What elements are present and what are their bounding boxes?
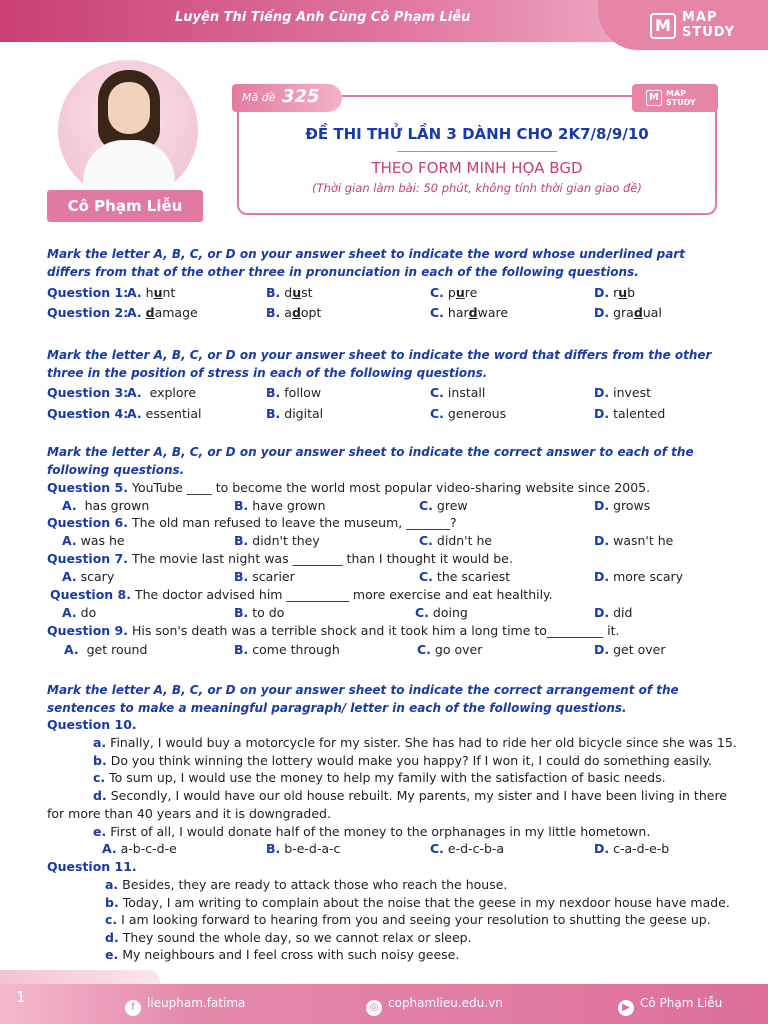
- option-d[interactable]: D. c-a-d-e-b: [594, 841, 670, 856]
- option-b[interactable]: B. come through: [234, 642, 340, 657]
- question-text: His son's death was a terrible shock and it took him a long time to_________ it.: [131, 623, 620, 638]
- option-b[interactable]: B. adopt: [266, 305, 322, 320]
- question-label: Question 2:: [47, 305, 129, 320]
- option-b[interactable]: B. follow: [266, 385, 322, 400]
- question-2: [47, 304, 727, 322]
- option-a[interactable]: A. hunt: [127, 285, 176, 300]
- q10-sentence-c: c. To sum up, I would use the money to help my family with the satisfaction of basic needs.: [93, 770, 666, 785]
- logo-text-study: STUDY: [682, 25, 736, 40]
- teacher-photo: [58, 60, 198, 200]
- q10-sentence-b: b. Do you think winning the lottery would make you happy? If I won it, I could do something easily.: [93, 753, 713, 768]
- option-b[interactable]: B. have grown: [234, 498, 326, 513]
- question-8-options: [47, 604, 727, 622]
- mini-logo-m-icon: M: [646, 90, 662, 106]
- option-b[interactable]: B. b-e-d-a-c: [266, 841, 341, 856]
- header-title: Luyện Thi Tiếng Anh Cùng Cô Phạm Liễu: [175, 10, 471, 25]
- option-d[interactable]: D. did: [594, 605, 633, 620]
- question-7: Question 7. The movie last night was ________ than I thought it would be.: [47, 551, 513, 566]
- exam-code-label: Mã đề: [242, 91, 276, 104]
- option-b[interactable]: B. to do: [234, 605, 285, 620]
- q11-sentence-a: a. Besides, they are ready to attack those who reach the house.: [105, 877, 508, 892]
- mini-logo-text-map: MAP: [666, 89, 687, 98]
- option-c[interactable]: C. e-d-c-b-a: [430, 841, 505, 856]
- option-a[interactable]: A. damage: [127, 305, 198, 320]
- logo-m-icon: M: [650, 13, 676, 39]
- option-c[interactable]: C. doing: [415, 605, 468, 620]
- exam-time-note: (Thời gian làm bài: 50 phút, không tính thời gian giao đề): [312, 181, 642, 195]
- question-label: Question 4:: [47, 406, 129, 421]
- option-d[interactable]: D. rub: [594, 285, 636, 300]
- question-10-options: [47, 840, 727, 858]
- option-a[interactable]: A. a-b-c-d-e: [102, 841, 177, 856]
- q10-sentence-d: d. Secondly, I would have our old house rebuilt. My parents, my sister and I have been living in there: [93, 788, 727, 803]
- option-c[interactable]: C. go over: [417, 642, 483, 657]
- option-d[interactable]: D. grows: [594, 498, 651, 513]
- option-c[interactable]: C. generous: [430, 406, 507, 421]
- question-4: [47, 405, 727, 423]
- instruction-pronunciation: Mark the letter A, B, C, or D on your answer sheet to indicate the word whose underlined part differs from that of the other three in pronunciation in each of the following questions.: [47, 247, 685, 279]
- option-c[interactable]: C. didn't he: [419, 533, 493, 548]
- instruction-arrangement: Mark the letter A, B, C, or D on your answer sheet to indicate the correct arrangement of the sentences to make a meaningful paragraph/ letter in each of the following questions.: [47, 683, 679, 715]
- exam-code: 325: [282, 86, 320, 107]
- option-d[interactable]: D. get over: [594, 642, 666, 657]
- option-a[interactable]: A. essential: [127, 406, 202, 421]
- youtube-icon: ▶: [618, 1000, 634, 1016]
- instruction-correct-answer: Mark the letter A, B, C, or D on your answer sheet to indicate the correct answer to each of the following questions.: [47, 445, 694, 477]
- globe-icon: ◎: [366, 1000, 382, 1016]
- question-6: Question 6. The old man refused to leave the museum, _______?: [47, 515, 457, 530]
- q11-sentence-e: e. My neighbours and I feel cross with such noisy geese.: [105, 947, 460, 962]
- q11-sentence-b: b. Today, I am writing to complain about the noise that the geese in my nexdoor house have made.: [105, 895, 730, 910]
- option-d[interactable]: D. gradual: [594, 305, 662, 320]
- logo-text-map: MAP: [682, 10, 718, 25]
- option-b[interactable]: B. didn't they: [234, 533, 320, 548]
- option-b[interactable]: B. digital: [266, 406, 324, 421]
- footer-youtube[interactable]: ▶ Cô Phạm Liễu: [618, 996, 722, 1016]
- question-10: Question 10.: [47, 717, 137, 732]
- question-3: [47, 384, 727, 402]
- mini-map-study-logo: [632, 84, 718, 112]
- footer-website[interactable]: ◎ cophamlieu.edu.vn: [366, 996, 503, 1016]
- question-label: Question 1:: [47, 285, 129, 300]
- option-c[interactable]: C. the scariest: [419, 569, 511, 584]
- exam-divider: [397, 151, 557, 152]
- instruction-stress: Mark the letter A, B, C, or D on your answer sheet to indicate the word that differs from the other three in the position of stress in each of the following questions.: [47, 348, 712, 380]
- question-6-options: [47, 532, 727, 550]
- page-number: 1: [16, 988, 26, 1006]
- q11-sentence-c: c. I am looking forward to hearing from you and seeing your resolution to shutting the geese up.: [105, 912, 711, 927]
- question-text: The doctor advised him __________ more exercise and eat healthily.: [134, 587, 553, 602]
- question-9: Question 9. His son's death was a terrible shock and it took him a long time to_________ it.: [47, 623, 620, 638]
- option-a[interactable]: A. was he: [62, 533, 125, 548]
- q10-sentence-e: e. First of all, I would donate half of the money to the orphanages in my little hometown.: [93, 824, 651, 839]
- map-study-logo: [598, 0, 768, 50]
- option-b[interactable]: B. dust: [266, 285, 313, 300]
- option-d[interactable]: D. more scary: [594, 569, 684, 584]
- question-1: [47, 284, 727, 302]
- option-a[interactable]: A. do: [62, 605, 97, 620]
- mini-logo-text-study: STUDY: [666, 98, 696, 107]
- footer-accent: [0, 970, 160, 984]
- exam-code-tab: [232, 84, 342, 112]
- question-label: Question 3:: [47, 385, 129, 400]
- q11-sentence-d: d. They sound the whole day, so we cannot relax or sleep.: [105, 930, 472, 945]
- option-c[interactable]: C. grew: [419, 498, 468, 513]
- q10-sentence-a: a. Finally, I would buy a motorcycle for my sister. She has had to ride her old bicycle since she was 15.: [93, 735, 737, 750]
- question-text: The old man refused to leave the museum, _______?: [131, 515, 457, 530]
- question-11: Question 11.: [47, 859, 137, 874]
- question-text: The movie last night was ________ than I thought it would be.: [131, 551, 513, 566]
- option-c[interactable]: C. pure: [430, 285, 478, 300]
- exam-title: ĐỀ THI THỬ LẦN 3 DÀNH CHO 2K7/8/9/10: [305, 125, 649, 143]
- exam-info-box: [237, 95, 717, 215]
- option-a[interactable]: A. explore: [127, 385, 197, 400]
- question-8: Question 8. The doctor advised him __________ more exercise and eat healthily.: [50, 587, 553, 602]
- option-d[interactable]: D. talented: [594, 406, 666, 421]
- option-b[interactable]: B. scarier: [234, 569, 295, 584]
- option-d[interactable]: D. invest: [594, 385, 652, 400]
- option-c[interactable]: C. hardware: [430, 305, 509, 320]
- question-text: YouTube ____ to become the world most popular video-sharing website since 2005.: [131, 480, 651, 495]
- q10-sentence-d-cont: for more than 40 years and it is downgraded.: [47, 806, 331, 821]
- question-9-options: [47, 641, 727, 659]
- exam-subtitle: THEO FORM MINH HỌA BGD: [371, 159, 583, 177]
- option-a[interactable]: A. get round: [64, 642, 148, 657]
- teacher-name: Cô Phạm Liễu: [47, 190, 203, 222]
- facebook-icon: f: [125, 1000, 141, 1016]
- option-a[interactable]: A. scary: [62, 569, 115, 584]
- option-d[interactable]: D. wasn't he: [594, 533, 674, 548]
- footer: [0, 984, 768, 1024]
- question-5-options: [47, 497, 727, 515]
- question-5: Question 5. YouTube ____ to become the world most popular video-sharing website since 2005.: [47, 480, 651, 495]
- footer-facebook[interactable]: f lieupham.fatima: [125, 996, 245, 1016]
- option-a[interactable]: A. has grown: [62, 498, 150, 513]
- option-c[interactable]: C. install: [430, 385, 486, 400]
- question-7-options: [47, 568, 727, 586]
